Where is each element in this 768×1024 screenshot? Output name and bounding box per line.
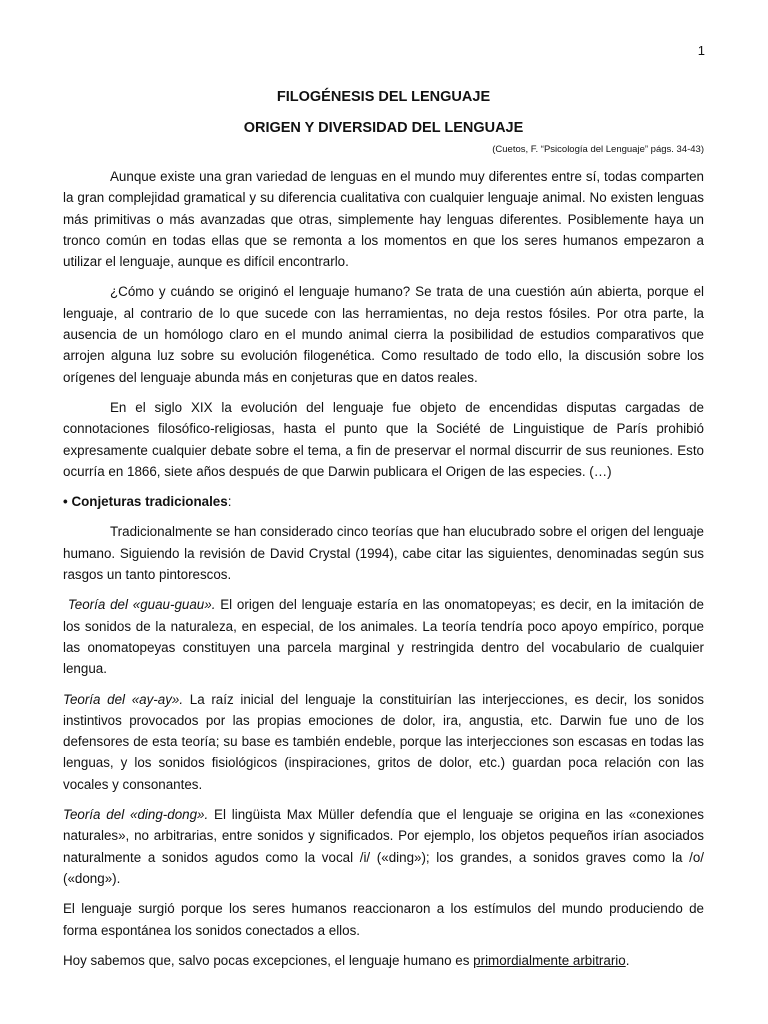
underlined-phrase: primordialmente arbitrario: [473, 952, 626, 968]
theory-ding-dong-name: Teoría del «ding-dong».: [63, 807, 209, 823]
paragraph-2: ¿Cómo y cuándo se originó el lenguaje humano? Se trata de una cuestión aún abierta, porque el lenguaje, al contrario de lo que sucede con las herramientas, no deja restos fósiles. Por otra parte, la ausencia de un homólogo claro en el mundo animal cierra la posibilidad de estudios comparativos que arrojen alguna luz sobre su evolución filogenética. Como resultado de todo ello, la discusión sobre los orígenes del lenguaje abunda más en conjeturas que en datos reales.: [63, 284, 704, 385]
heading-colon: :: [227, 494, 232, 510]
document-title: FILOGÉNESIS DEL LENGUAJE: [276, 89, 491, 105]
section-heading: [63, 491, 704, 512]
theory-guau-guau-name: Teoría del «guau-guau».: [67, 597, 216, 613]
page-number: 1: [697, 43, 705, 58]
citation: (Cuetos, F. “Psicología del Lenguaje” págs. 34-43): [492, 144, 704, 155]
theory-ding-dong: [63, 804, 704, 889]
theory-guau-guau-text: El origen del lenguaje estaría en las onomatopeyas; es decir, en la imitación de los sonidos de la naturaleza, en especial, de los animales. La teoría tendría poco apoyo empírico, porque las onomatopeyas constituyen una parcela marginal y restringida dentro del vocabulario de cualquier lengua.: [63, 597, 704, 677]
paragraph-4: Tradicionalmente se han considerado cinco teorías que han elucubrado sobre el origen del lenguaje humano. Siguiendo la revisión de David Crystal (1994), cabe citar las siguientes, denominadas según sus rasgos un tanto pintorescos.: [63, 524, 704, 583]
theory-ay-ay-text: La raíz inicial del lenguaje la constituirían las interjecciones, es decir, los sonidos instintivos provocados por las propias emociones de dolor, ira, angustia, etc. Darwin fue uno de los defensores de esta teoría; su base es también endeble, porque las interjecciones son escasas en todas las lenguas, y los sonidos fisiológicos (inspiraciones, gritos de dolor, etc.) guardan poca relación con las vocales y consonantes.: [63, 691, 704, 792]
paragraph-3: En el siglo XIX la evolución del lenguaje fue objeto de encendidas disputas cargadas de connotaciones filosófico-religiosas, hasta el punto que la Société de Linguistique de París prohibió expresamente cualquier debate sobre el tema, a fin de preservar el normal discurrir de sus reuniones. Esto ocurría en 1866, siete años después de que Darwin publicara el Origen de las especies. (…): [63, 399, 704, 479]
theory-ay-ay: [63, 689, 704, 795]
paragraph-5: El lenguaje surgió porque los seres humanos reaccionaron a los estímulos del mundo produciendo de forma espontánea los sonidos conectados a ellos.: [63, 901, 704, 938]
paragraph-6: [63, 950, 704, 971]
document-subtitle: ORIGEN Y DIVERSIDAD DEL LENGUAJE: [243, 120, 524, 136]
heading-bullet: •: [63, 494, 68, 510]
paragraph-6-before: Hoy sabemos que, salvo pocas excepciones, el lenguaje humano es: [63, 952, 474, 968]
heading-text: Conjeturas tradicionales: [71, 494, 228, 510]
paragraph-6-after: .: [625, 952, 630, 968]
theory-ay-ay-name: Teoría del «ay-ay».: [63, 691, 184, 707]
theory-ding-dong-text: El lingüista Max Müller defendía que el lenguaje se origina en las «conexiones naturales», no arbitrarias, entre sonidos y significados. Por ejemplo, los objetos pequeños irían asociados naturalmente a sonidos agudos como la vocal /i/ («ding»); los grandes, a sonidos graves como la /o/ («dong»).: [63, 807, 704, 886]
paragraph-1: Aunque existe una gran variedad de lenguas en el mundo muy diferentes entre sí, todas comparten la gran complejidad gramatical y su diferencia cualitativa con cualquier lenguaje animal. No existen lenguas más primitivas o más avanzadas que otras, simplemente hay lenguas diferentes. Posiblemente haya un tronco común en todas ellas que se remonta a los momentos en que los seres humanos empezaron a utilizar el lenguaje, aunque es difícil encontrarlo.: [63, 169, 704, 270]
document-content: [63, 86, 704, 980]
theory-guau-guau: [63, 594, 704, 679]
